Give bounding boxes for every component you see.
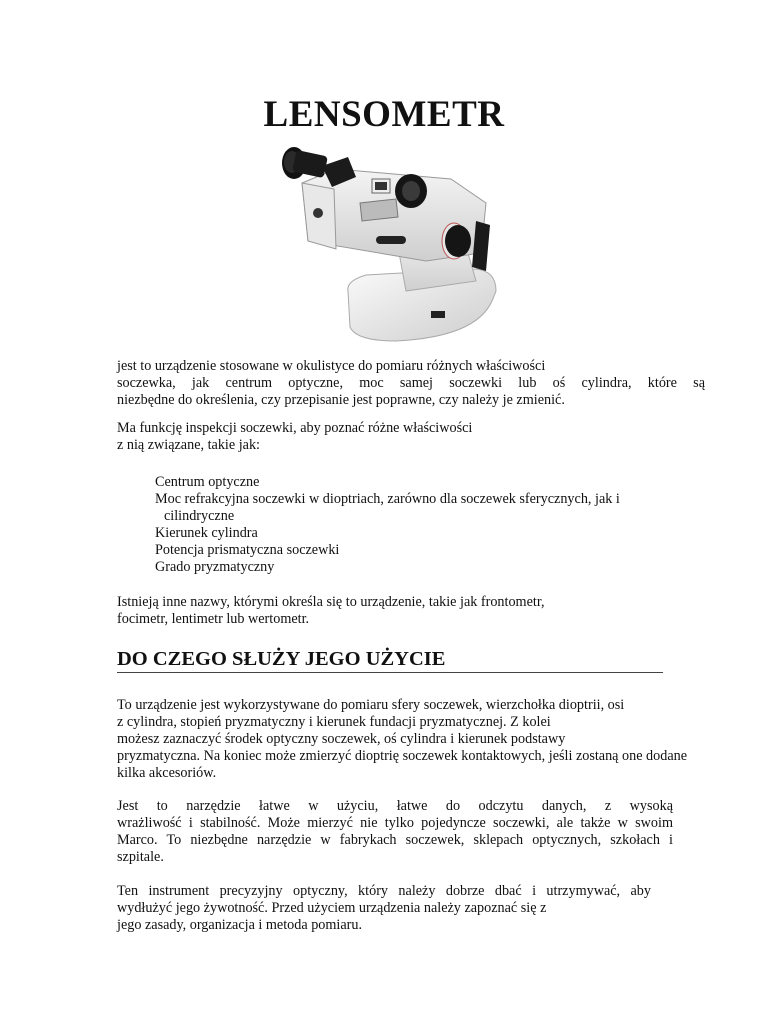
list-item — [140, 542, 700, 559]
list-item-text: cilindryczne — [164, 508, 235, 524]
names-line: Istnieją inne nazwy, którymi określa się to urządzenie, takie jak frontometr, — [117, 594, 545, 610]
list-item-text: Kierunek cylindra — [155, 525, 258, 541]
function-line: Ma funkcję inspekcji soczewki, aby poznać różne właściwości — [117, 420, 473, 436]
lensometer-device-photo — [276, 141, 498, 346]
intro-paragraph — [117, 358, 705, 409]
bullet-marker-icon — [140, 525, 155, 542]
usage-paragraph-3 — [117, 883, 651, 934]
list-item — [140, 559, 700, 576]
bullet-marker-icon — [140, 559, 155, 576]
names-paragraph — [117, 594, 705, 628]
paragraph-line: wydłużyć jego żywotność. Przed użyciem urządzenia należy zapoznać się z — [117, 900, 547, 916]
paragraph-line: możesz zaznaczyć środek optyczny soczewek, oś cylindra i kierunek podstawy — [117, 731, 566, 747]
function-line: z nią związane, takie jak: — [117, 437, 260, 453]
intro-line: soczewka, jak centrum optyczne, moc samej soczewki lub oś cylindra, które są — [117, 375, 705, 391]
paragraph-line: szpitale. — [117, 849, 164, 865]
usage-paragraph-1 — [117, 697, 705, 782]
list-item-continuation — [140, 508, 700, 525]
list-item — [140, 525, 700, 542]
feature-list — [140, 474, 700, 576]
paragraph-line: Ten instrument precyzyjny optyczny, który należy dobrze dbać i utrzymywać, aby — [117, 883, 651, 899]
paragraph-line: pryzmatyczna. Na koniec może zmierzyć dioptrię soczewek kontaktowych, jeśli zostaną one dodane — [117, 748, 688, 764]
usage-paragraph-2 — [117, 798, 673, 866]
paragraph-line: kilka akcesoriów. — [117, 765, 217, 781]
list-item-text: Potencja prismatyczna soczewki — [155, 542, 340, 558]
intro-line: niezbędne do określenia, czy przepisanie jest poprawne, czy należy je zmienić. — [117, 392, 565, 408]
paragraph-line: Jest to narzędzie łatwe w użyciu, łatwe do odczytu danych, z wysoką — [117, 798, 673, 814]
list-item-text: Grado pryzmatyczny — [155, 559, 275, 575]
paragraph-line: z cylindra, stopień pryzmatyczny i kierunek fundacji pryzmatycznej. Z kolei — [117, 714, 551, 730]
list-item — [140, 491, 700, 508]
names-line: focimetr, lentimetr lub wertometr. — [117, 611, 310, 627]
bullet-marker-icon — [140, 542, 155, 559]
paragraph-line: wrażliwość i stabilność. Może mierzyć nie tylko pojedyncze soczewki, ale także w swoim — [117, 815, 673, 831]
paragraph-line: Marco. To niezbędne narzędzie w fabrykach soczewek, sklepach optycznych, szkołach i — [117, 832, 673, 848]
page-title: LENSOMETR — [263, 94, 505, 135]
bullet-marker-icon — [140, 474, 155, 491]
list-item-text: Moc refrakcyjna soczewki w dioptriach, zarówno dla soczewek sferycznych, jak i — [155, 491, 620, 507]
function-paragraph — [117, 420, 705, 454]
bullet-marker-icon — [140, 491, 155, 508]
paragraph-line: jego zasady, organizacja i metoda pomiaru. — [117, 917, 363, 933]
paragraph-line: To urządzenie jest wykorzystywane do pomiaru sfery soczewek, wierzchołka dioptrii, osi — [117, 697, 625, 713]
intro-line: jest to urządzenie stosowane w okulistyce do pomiaru różnych właściwości — [117, 358, 546, 374]
list-item-text: Centrum optyczne — [155, 474, 260, 490]
section-heading: DO CZEGO SŁUŻY JEGO UŻYCIE — [117, 648, 663, 673]
list-item — [140, 474, 700, 491]
